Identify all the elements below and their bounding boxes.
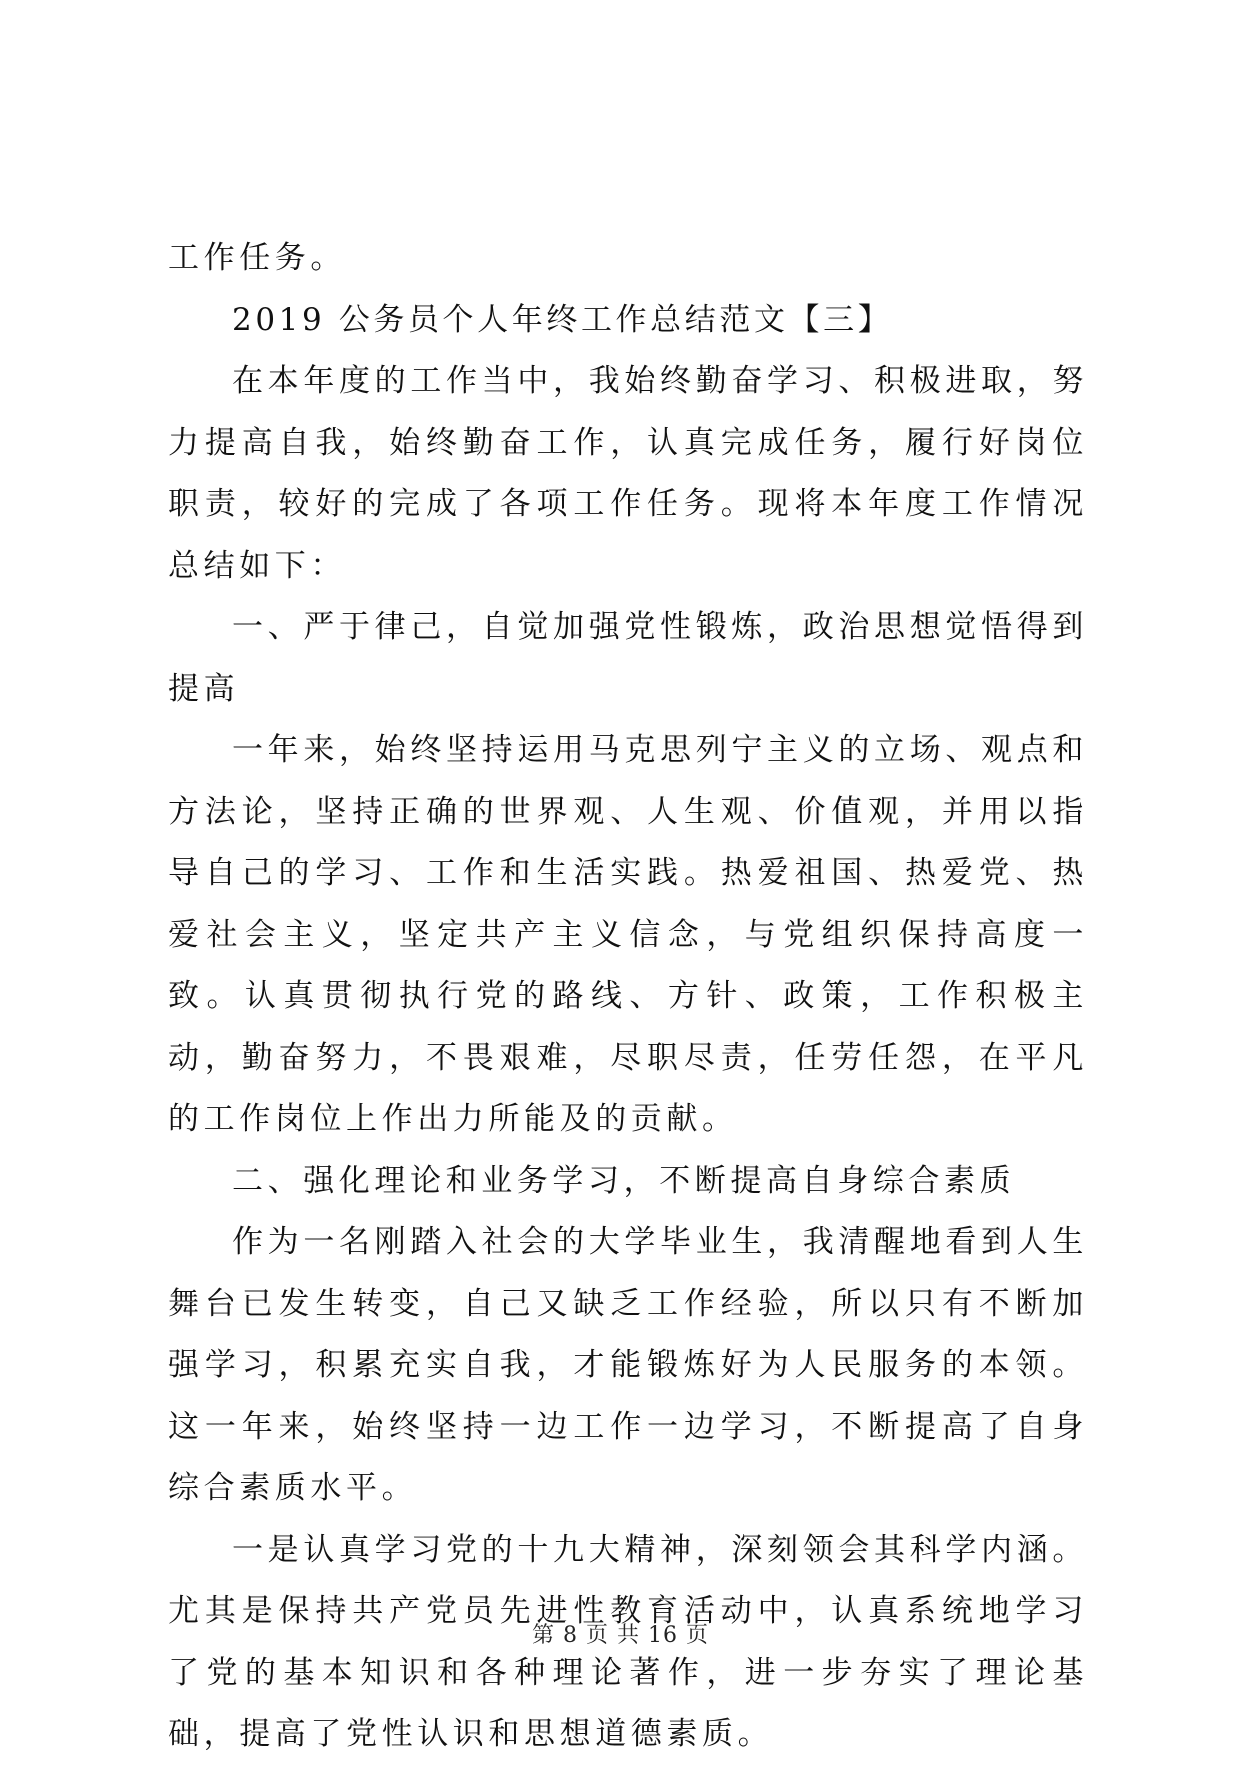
document-body <box>168 228 1088 1766</box>
paragraph-study: 作为一名刚踏入社会的大学毕业生，我清醒地看到人生舞台已发生转变，自己又缺乏工作经验，所以只有不断加强学习，积累充实自我，才能锻炼好为人民服务的本领。这一年来，始终坚持一边工作一边学习，不断提高了自身综合素质水平。 <box>168 1224 1088 1506</box>
section-title: 2019 公务员个人年终工作总结范文【三】 <box>232 301 893 338</box>
paragraph-intro: 在本年度的工作当中，我始终勤奋学习、积极进取，努力提高自我，始终勤奋工作，认真完成任务，履行好岗位职责，较好的完成了各项工作任务。现将本年度工作情况总结如下： <box>168 363 1088 584</box>
subheading-two: 二、强化理论和业务学习，不断提高自身综合素质 <box>232 1162 1016 1199</box>
page-number-footer: 第 8 页 共 16 页 <box>532 1623 709 1648</box>
paragraph-politics: 一年来，始终坚持运用马克思列宁主义的立场、观点和方法论，坚持正确的世界观、人生观、价值观，并用以指导自己的学习、工作和生活实践。热爱祖国、热爱党、热爱社会主义，坚定共产主义信念，与党组织保持高度一致。认真贯彻执行党的路线、方针、政策，工作积极主动，勤奋努力，不畏艰难，尽职尽责，任劳任怨，在平凡的工作岗位上作出力所能及的贡献。 <box>168 732 1088 1137</box>
paragraph-party-study: 一是认真学习党的十九大精神，深刻领会其科学内涵。尤其是保持共产党员先进性教育活动中，认真系统地学习了党的基本知识和各种理论著作，进一步夯实了理论基础，提高了党性认识和思想道德素质。 <box>168 1531 1088 1752</box>
paragraph-continuation: 工作任务。 <box>168 240 346 276</box>
subheading-one: 一、严于律己，自觉加强党性锻炼，政治思想觉悟得到提高 <box>168 609 1088 707</box>
